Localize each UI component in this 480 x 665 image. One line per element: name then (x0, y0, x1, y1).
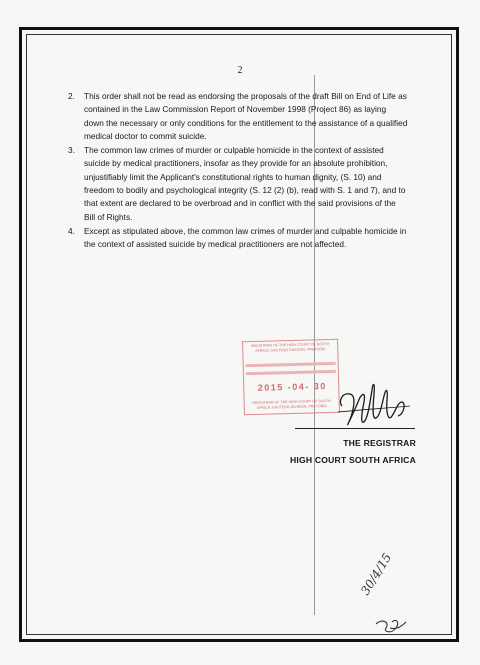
order-item (68, 225, 408, 252)
stamp-rule (246, 362, 336, 367)
item-text: The common law crimes of murder or culpable homicide in the context of assisted suicide by medical practitioners, insofar as they provide for an absolute prohibition, unjustifiably limit the Applicant's constitutional rights to human dignity, (S. 10) and freedom to bodily and psychological integrity (S. 12 (2) (b), read with S. 1 and 7), and to that extent are declared to be overbroad and in conflict with the said provisions of the Bill of Rights. (84, 145, 406, 222)
item-text: This order shall not be read as endorsing the proposals of the draft Bill on End of Life as contained in the Law Commission Report of November 1998 (Project 86) as laying down the necessary or only conditions for the entitlement to the assistance of a qualified medical doctor to commit suicide. (84, 91, 408, 141)
stamp-header: REGISTRAR OF THE HIGH COURT OF SOUTH AFRICA, GAUTENG DIVISION, PRETORIA (250, 341, 330, 353)
handwritten-initials (356, 588, 416, 638)
item-text: Except as stipulated above, the common law crimes of murder and culpable homicide in the context of assisted suicide by medical practitioners are not affected. (84, 225, 407, 250)
court-name: HIGH COURT SOUTH AFRICA (289, 455, 416, 465)
order-item (68, 144, 408, 224)
registrar-stamp (242, 339, 340, 415)
signature-rule (295, 428, 415, 429)
registrar-title: THE REGISTRAR (343, 438, 416, 448)
page-number: 2 (237, 65, 243, 76)
stamp-date: 2015 -04- 30 (257, 381, 327, 393)
registrar-signature (328, 372, 418, 432)
item-number: 2. (68, 91, 75, 101)
handwritten-date: 30/4/15 (358, 550, 395, 598)
order-item (68, 90, 408, 143)
stamp-rule (246, 370, 336, 375)
stamp-footer: REGISTRAR OF THE HIGH COURT OF SOUTH AFRICA, GAUTENG DIVISION, PRETORIA (252, 398, 331, 410)
item-number: 3. (68, 145, 75, 156)
item-number: 4. (68, 225, 75, 236)
order-items (68, 90, 408, 253)
